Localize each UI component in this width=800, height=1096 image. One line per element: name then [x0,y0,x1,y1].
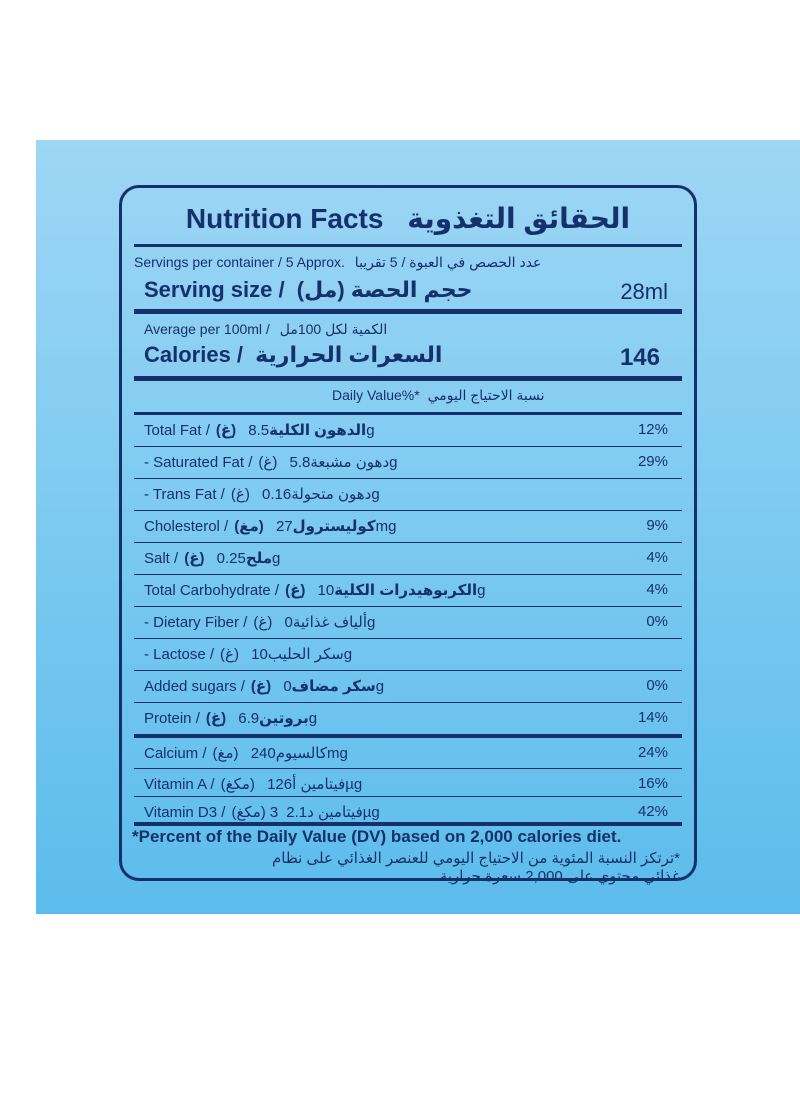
title-english: Nutrition Facts [185,203,384,234]
serving-size-value: 28ml [620,279,668,304]
daily-value-header: Daily Value%* نسبة الاحتياج اليومي [332,387,545,403]
nutrition-label [119,185,697,885]
calories-label: Calories / السعرات الحرارية [144,342,443,367]
nutrient-row: Salt / (غ) ملح0.25g 4% [134,542,682,575]
nutrient-row: - Dietary Fiber / (غ) ألياف غذائية0g 0% [134,606,682,639]
servings-per-container: Servings per container / 5 Approx. عدد الحصص في العبوة / 5 تقريبا [134,254,542,270]
nutrient-row: Added sugars / (غ) سكر مضاف0g 0% [134,670,682,703]
nutrient-row: Protein / (غ) بروتين6.9g 14% [134,702,682,735]
footnote-english: *Percent of the Daily Value (DV) based on 2,000 calories diet. [132,827,622,846]
calories-value: 146 [619,344,660,371]
average-per-label: Average per 100ml / الكمية لكل 100مل [144,321,388,337]
title-arabic: الحقائق التغذوية [407,203,631,234]
nutrient-row: Cholesterol / (مغ) كوليسترول27mg 9% [134,510,682,543]
nutrient-row: - Trans Fat / (غ) دهون متحولة0.16g [134,478,682,511]
nutrient-row: Vitamin A / (مكغ) فيتامين أ126µg 16% [134,768,682,797]
nutrient-row: Calcium / (مغ) كالسيوم240mg 24% [144,744,668,762]
nutrient-row: Total Fat / (غ) الدهون الكلية8.5g 12% [134,414,682,447]
divider-title [134,244,682,247]
footnote-arabic: *ترتكز النسبة المئوية من الاحتياج اليومي للعنصر الغذائي على نظام غذائي محتوي على 2,000 سعرة حرارية. [272,850,680,885]
nutrient-row: - Lactose / (غ) سكر الحليب10g [134,638,682,671]
divider-serving [134,309,682,314]
serving-size-label: Serving size / حجم الحصة (مل) [144,277,473,302]
nutrient-row: Vitamin D3 / (مكغ) فيتامين د32.1µg 42% [134,796,682,823]
nutrient-row: Total Carbohydrate / (غ) الكربوهيدرات الكلية10g 4% [134,574,682,607]
nutrient-row: - Saturated Fat / (غ) دهون مشبعة5.8g 29% [134,446,682,479]
divider-calories [134,376,682,381]
divider-footnote [134,822,682,826]
label-title [122,202,694,235]
